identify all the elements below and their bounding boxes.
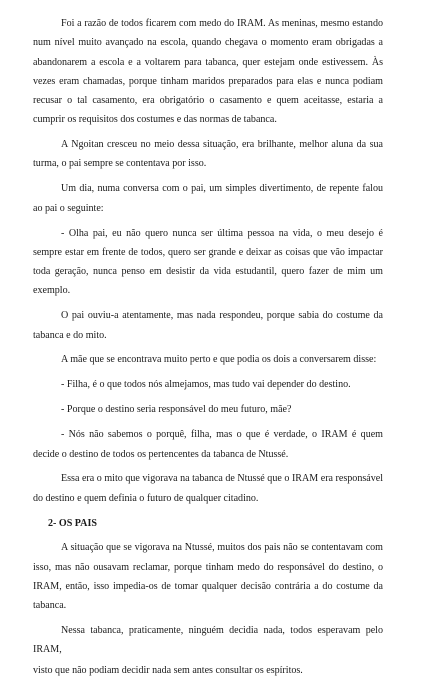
paragraph: - Nós não sabemos o porquê, filha, mas o que é verdade, o IRAM é quem decide o destino de todos os pertencentes da tabanca de Ntussé. — [33, 429, 383, 460]
paragraph: Nessa tabanca, praticamente, ninguém decidia nada, todos esperavam pelo IRAM, — [33, 625, 383, 656]
paragraph: - Filha, é o que todos nós almejamos, mas tudo vai depender do destino. — [61, 379, 351, 391]
section-heading: 2- OS PAIS — [48, 517, 97, 529]
paragraph: A mãe que se encontrava muito perto e que podia os dois a conversarem disse: — [61, 354, 377, 366]
cut-off-line — [33, 664, 383, 676]
cut-off-text: visto que não podiam decidir nada sem antes consultar os espíritos. — [33, 664, 303, 676]
paragraph: - Porque o destino seria responsável do meu futuro, mãe? — [61, 404, 292, 416]
paragraph: Foi a razão de todos ficarem com medo do IRAM. As meninas, mesmo estando num nível muito avançado na escola, quando chegava o momento eram obrigadas a abandonarem a escola e a voltarem para tabanca, quer estejam onde estivessem. Às vezes eram chamadas, porque tinham maridos preparados para elas e nunca podiam recusar o tal casamento, era obrigatório o casamento e quem aceitasse, estaria a cumprir os requisitos dos costumes e das normas de tabanca. — [33, 18, 383, 126]
paragraph: A Ngoitan cresceu no meio dessa situação, era brilhante, melhor aluna da sua turma, o pai sempre se contentava por isso. — [33, 139, 383, 170]
paragraph: A situação que se vigorava na Ntussé, muitos dos pais não se contentavam com isso, mas não ousavam reclamar, porque tinham medo do responsável do destino, o IRAM, então, isso impedia-os de tomar qualquer decisão contrária a do costume da tabanca. — [33, 542, 383, 612]
paragraph: Um dia, numa conversa com o pai, um simples divertimento, de repente falou ao pai o seguinte: — [33, 183, 383, 214]
paragraph: O pai ouviu-a atentamente, mas nada respondeu, porque sabia do costume da tabanca e do mito. — [33, 310, 383, 341]
paragraph: Essa era o mito que vigorava na tabanca de Ntussé que o IRAM era responsável do destino e quem definia o futuro de qualquer citadino. — [33, 473, 383, 504]
paragraph: - Olha pai, eu não quero nunca ser última pessoa na vida, o meu desejo é sempre estar em frente de todos, quero ser grande e deixar as coisas que vão impactar toda geração, nunca penso em desistir da vida estudantil, quero fazer de mim um exemplo. — [33, 227, 383, 297]
